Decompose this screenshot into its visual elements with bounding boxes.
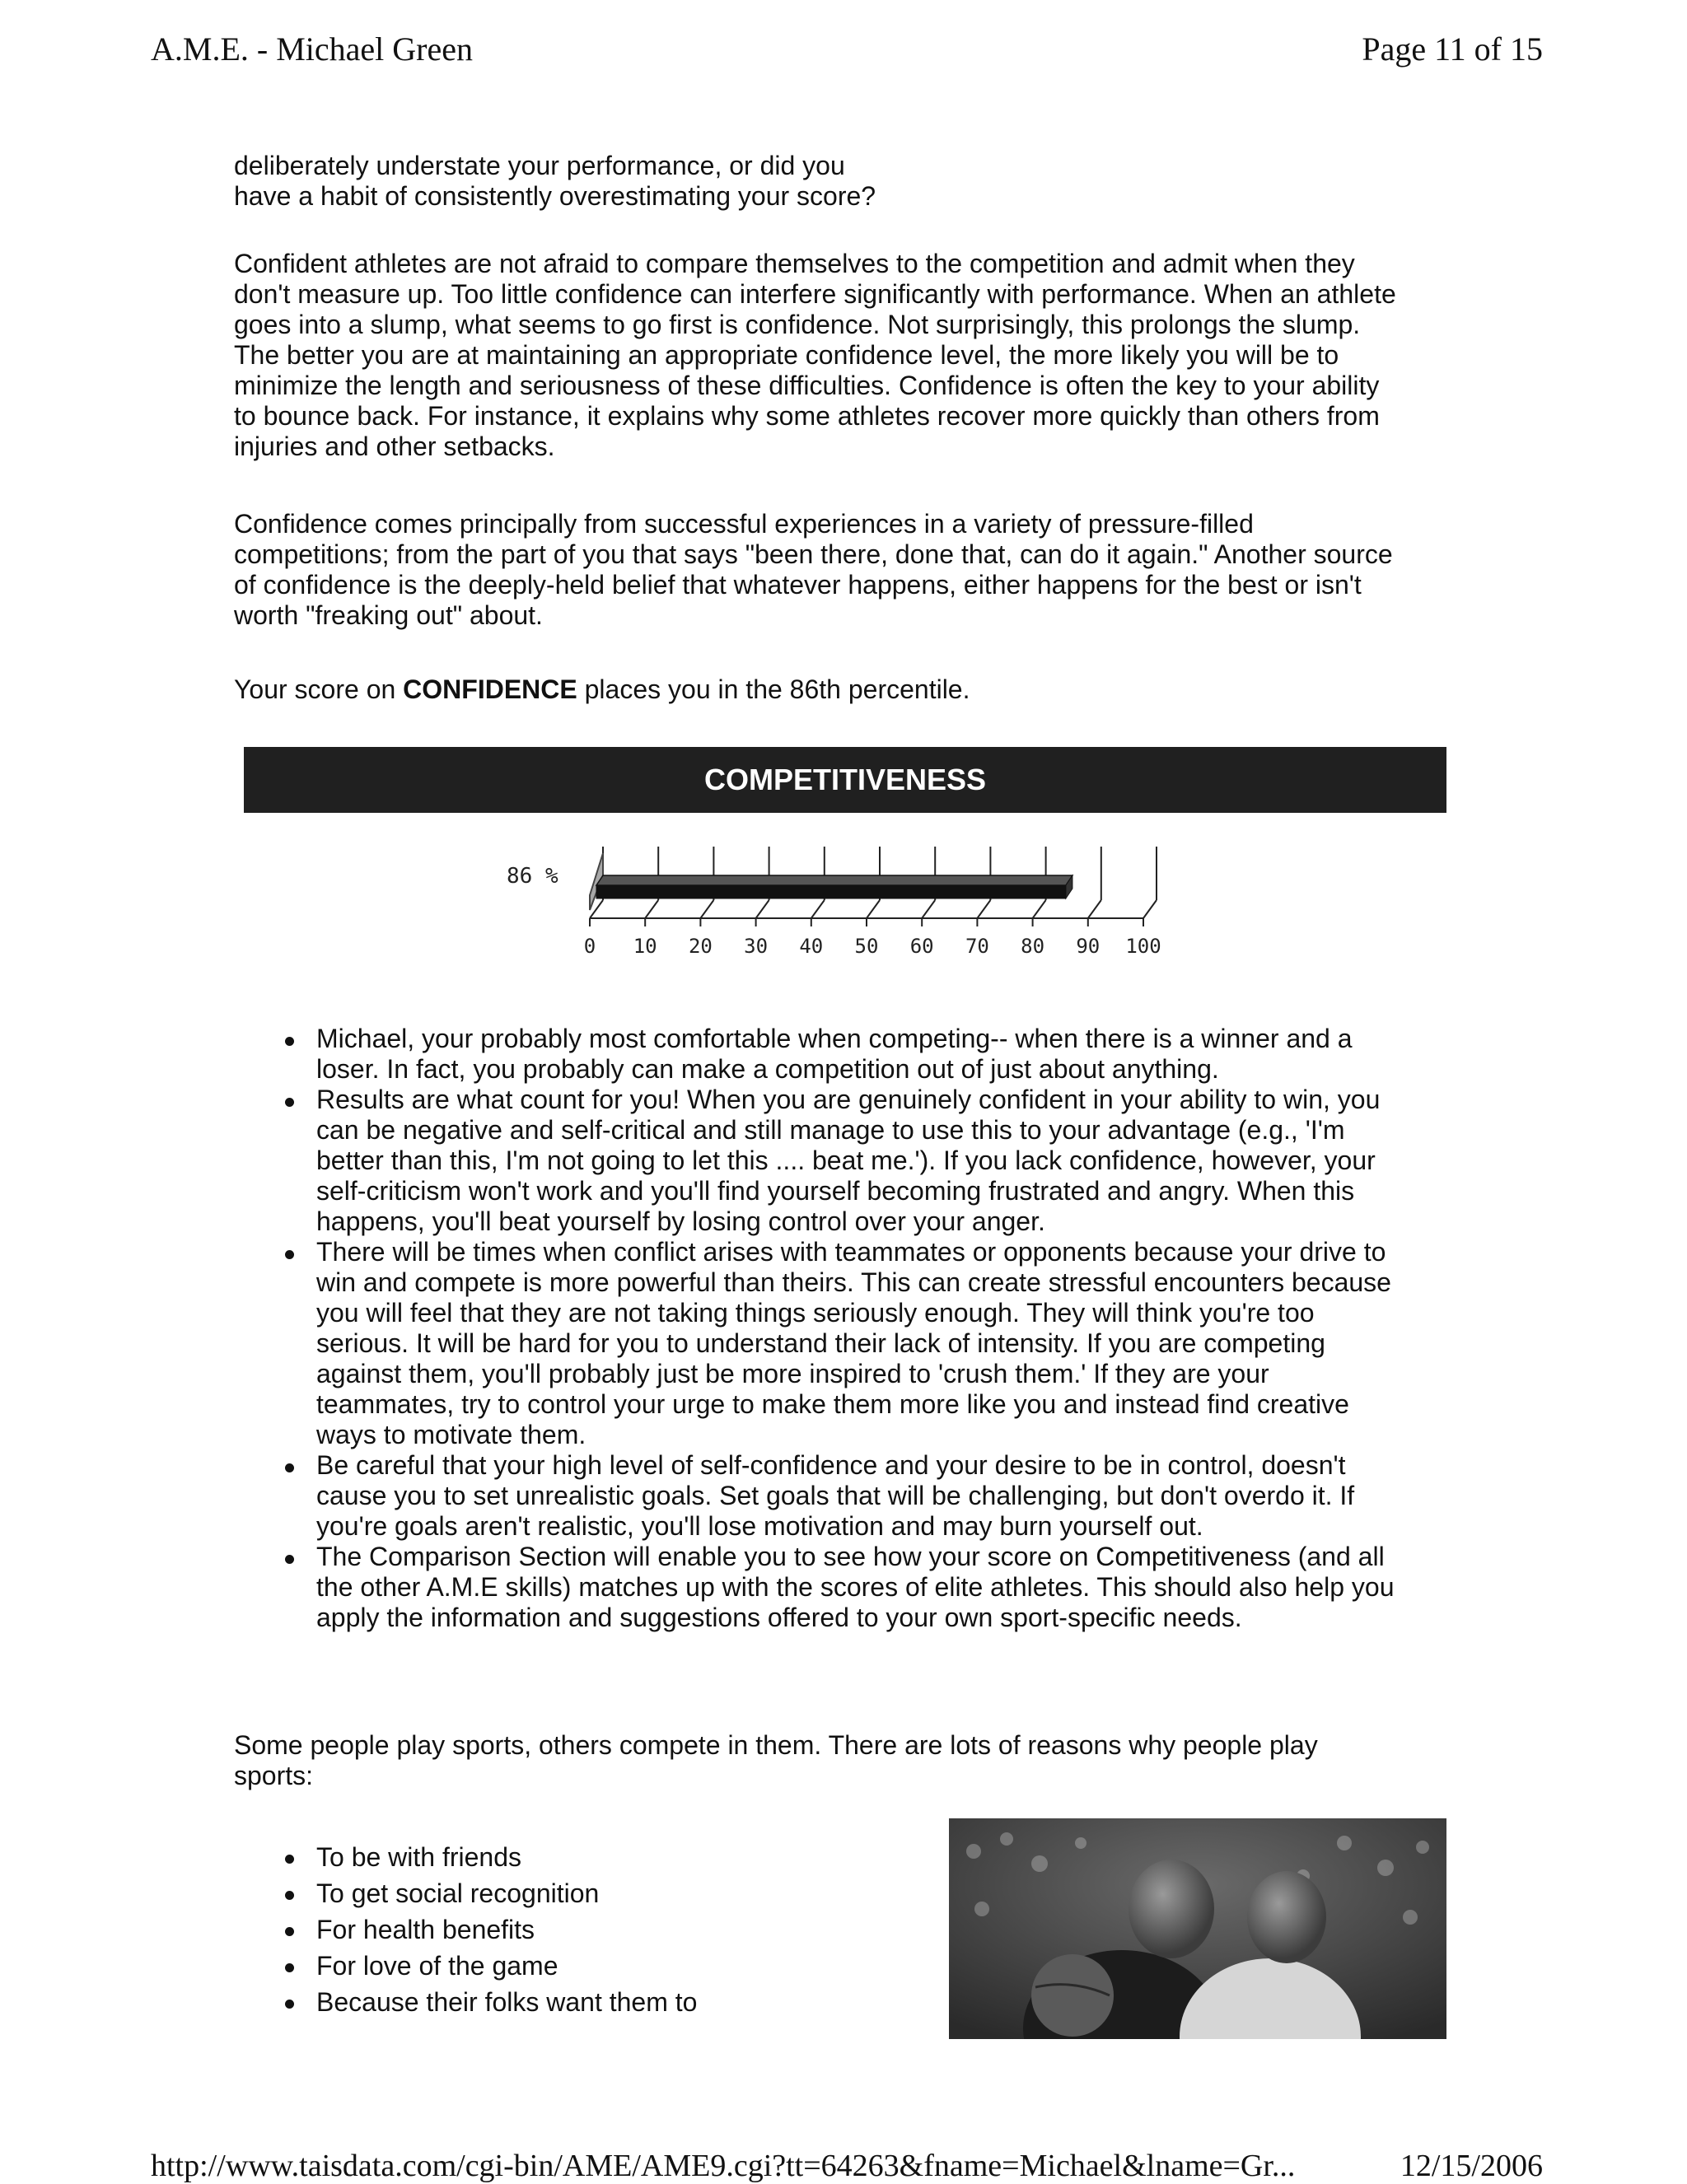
text-line: apply the information and suggestions offered to your own sport-specific needs. <box>316 1603 1242 1632</box>
gridline-slant <box>1088 900 1101 918</box>
section-title: COMPETITIVENESS <box>703 763 987 796</box>
reason-text: For love of the game <box>316 1951 558 1981</box>
photo-illustration <box>949 1818 1446 2039</box>
gridline-slant <box>867 900 880 918</box>
reasons-list <box>234 1839 909 2020</box>
paragraph-play-vs-compete <box>234 1730 1470 1791</box>
text-line: Be careful that your high level of self-confidence and your desire to be in control, doesn't <box>316 1450 1346 1480</box>
text-line: serious. It will be hard for you to understand their lack of intensity. If you are competing <box>316 1328 1325 1358</box>
bullet-dot <box>285 1037 294 1046</box>
gridline-slant <box>1143 900 1157 918</box>
x-tick-label: 60 <box>909 935 934 958</box>
score-sentence <box>234 674 1470 705</box>
chart-tick-labels <box>584 935 1161 958</box>
list-item <box>234 1948 909 1984</box>
text-line: you will feel that they are not taking things seriously enough. They will think you're too <box>316 1298 1315 1328</box>
chart-bars <box>590 853 1072 910</box>
text-line: Some people play sports, others compete in them. There are lots of reasons why people play <box>234 1730 1318 1760</box>
score-suffix: places you in the 86th percentile. <box>577 674 970 704</box>
gridline-slant <box>700 900 713 918</box>
reason-text: To get social recognition <box>316 1878 600 1908</box>
bullet-dot <box>285 1855 294 1864</box>
x-tick-label: 70 <box>965 935 989 958</box>
x-tick-label: 0 <box>583 935 596 958</box>
text-line: The better you are at maintaining an appropriate confidence level, the more likely you will be to <box>234 340 1339 370</box>
intro-line-2: have a habit of consistently overestimating your score? <box>234 181 876 211</box>
list-item <box>234 1875 909 1911</box>
intro-text <box>234 151 1470 212</box>
list-item <box>234 1911 909 1948</box>
text-line: loser. In fact, you probably can make a competition out of just about anything. <box>316 1054 1219 1084</box>
paragraph-confidence-2 <box>234 509 1470 631</box>
text-line: goes into a slump, what seems to go first is confidence. Not surprisingly, this prolongs the slump. <box>234 310 1361 339</box>
text-line: happens, you'll beat yourself by losing control over your anger. <box>316 1206 1045 1236</box>
text-line: can be negative and self-critical and still manage to use this to your advantage (e.g., 'I'm <box>316 1115 1345 1145</box>
competitiveness-bullets <box>234 1024 1470 1633</box>
list-item <box>234 1024 1470 1085</box>
text-line: teammates, try to control your urge to make them more like you and instead find creative <box>316 1389 1349 1419</box>
basketball-players-photo <box>949 1818 1446 2039</box>
text-line: against them, you'll probably just be more inspired to 'crush them.' If they are your <box>316 1359 1269 1388</box>
text-line: sports: <box>234 1761 314 1790</box>
percentile-bar-chart <box>494 840 1203 964</box>
bullet-dot <box>285 1555 294 1564</box>
x-tick-label: 40 <box>799 935 824 958</box>
text-line: worth "freaking out" about. <box>234 600 543 630</box>
list-item <box>234 1450 1470 1542</box>
text-line: win and compete is more powerful than theirs. This can create stressful encounters because <box>316 1267 1391 1297</box>
text-line: the other A.M.E skills) matches up with the scores of elite athletes. This should also help you <box>316 1572 1395 1602</box>
footer-date: 12/15/2006 <box>1400 2149 1543 2183</box>
footer-url: http://www.taisdata.com/cgi-bin/AME/AME9.cgi?tt=64263&fname=Michael&lname=Gr... <box>151 2149 1296 2183</box>
bar-top-face <box>596 875 1072 885</box>
intro-line-1: deliberately understate your performance, or did you <box>234 151 845 180</box>
gridline-slant <box>977 900 990 918</box>
section-banner <box>244 747 1446 813</box>
text-line: There will be times when conflict arises with teammates or opponents because your drive to <box>316 1237 1386 1267</box>
bullet-dot <box>285 1963 294 1972</box>
reason-text: Because their folks want them to <box>316 1987 698 2017</box>
reason-text: To be with friends <box>316 1842 522 1872</box>
x-tick-label: 80 <box>1021 935 1045 958</box>
paragraph-confidence-1 <box>234 249 1470 462</box>
x-tick-label: 100 <box>1125 935 1161 958</box>
text-line: Michael, your probably most comfortable when competing-- when there is a winner and a <box>316 1024 1353 1053</box>
text-line: cause you to set unrealistic goals. Set goals that will be challenging, but don't overdo it. If <box>316 1481 1355 1510</box>
gridline-slant <box>1033 900 1046 918</box>
gridline-slant <box>811 900 825 918</box>
score-skill: CONFIDENCE <box>403 674 577 704</box>
bullet-dot <box>285 1891 294 1900</box>
page-header-title: A.M.E. - Michael Green <box>151 30 473 68</box>
reason-text: For health benefits <box>316 1915 535 1944</box>
list-item <box>234 1984 909 2020</box>
bullet-dot <box>285 1463 294 1472</box>
list-item <box>234 1085 1470 1237</box>
text-line: minimize the length and seriousness of these difficulties. Confidence is often the key to your ability <box>234 371 1380 400</box>
text-line: injuries and other setbacks. <box>234 432 555 461</box>
text-line: of confidence is the deeply-held belief that whatever happens, either happens for the best or isn't <box>234 570 1362 600</box>
text-line: competitions; from the part of you that says "been there, done that, can do it again." Another source <box>234 539 1393 569</box>
bullet-dot <box>285 1927 294 1936</box>
x-tick-label: 50 <box>854 935 879 958</box>
x-tick-label: 10 <box>633 935 657 958</box>
text-line: you're goals aren't realistic, you'll lose motivation and may burn yourself out. <box>316 1511 1203 1541</box>
x-tick-label: 90 <box>1076 935 1101 958</box>
chart-value-label: 86 % <box>507 864 558 889</box>
confidence-score-line <box>234 674 1470 705</box>
text-line: Confidence comes principally from successful experiences in a variety of pressure-filled <box>234 509 1254 539</box>
text-line: self-criticism won't work and you'll find yourself becoming frustrated and angry. When this <box>316 1176 1355 1206</box>
text-line: ways to motivate them. <box>316 1420 586 1449</box>
gridline-slant <box>922 900 935 918</box>
x-tick-label: 20 <box>688 935 713 958</box>
text-line: The Comparison Section will enable you to see how your score on Competitiveness (and all <box>316 1542 1385 1571</box>
list-item <box>234 1237 1470 1450</box>
bar <box>596 885 1066 898</box>
list-item <box>234 1839 909 1875</box>
gridline-slant <box>756 900 769 918</box>
page-number: Page 11 of 15 <box>1362 30 1543 68</box>
text-line: to bounce back. For instance, it explains why some athletes recover more quickly than others from <box>234 401 1380 431</box>
gridline-slant <box>645 900 658 918</box>
text-line: Confident athletes are not afraid to compare themselves to the competition and admit when they <box>234 249 1355 278</box>
text-line: better than this, I'm not going to let this .... beat me.'). If you lack confidence, however, your <box>316 1146 1376 1175</box>
text-line: Results are what count for you! When you are genuinely confident in your ability to win, you <box>316 1085 1381 1114</box>
score-prefix: Your score on <box>234 674 404 704</box>
x-tick-label: 30 <box>744 935 769 958</box>
bullet-dot <box>285 1250 294 1259</box>
bullet-dot <box>285 1098 294 1107</box>
list-item <box>234 1542 1470 1633</box>
text-line: don't measure up. Too little confidence can interfere significantly with performance. When an athlete <box>234 279 1396 309</box>
bullet-dot <box>285 2000 294 2009</box>
